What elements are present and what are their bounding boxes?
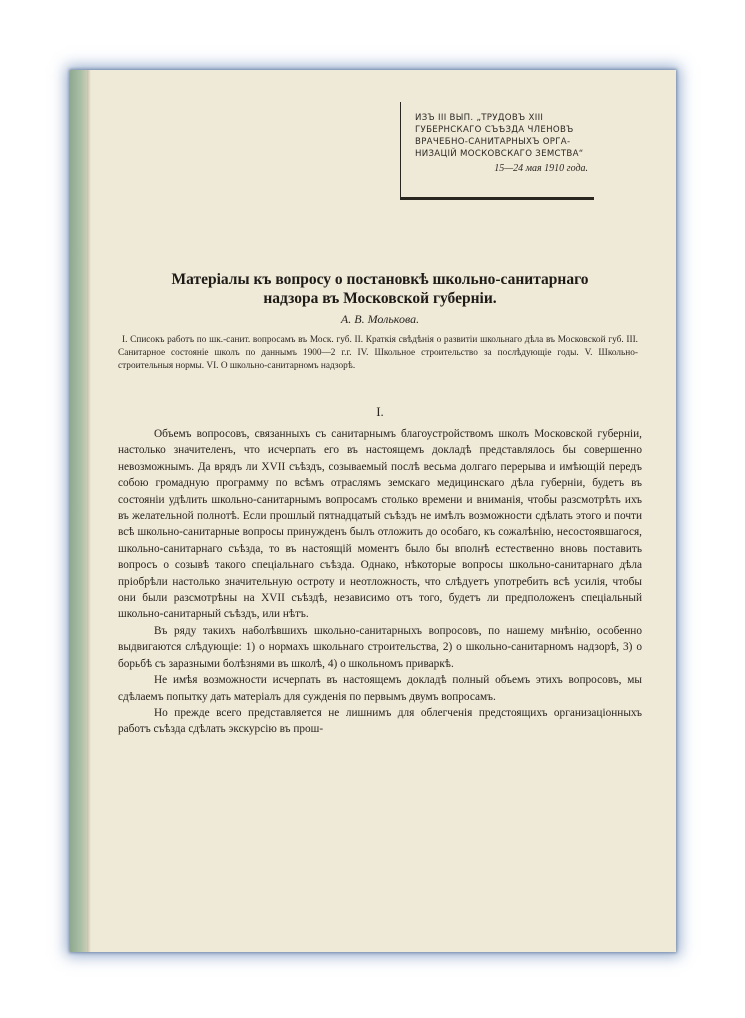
paragraph: Не имѣя возможности исчерпать въ настоящемъ докладѣ полный объемъ этихъ вопросовъ, мы сдѣлаемъ попытку дать матерiалъ для сужденiя по первымъ двумъ вопросамъ. bbox=[118, 674, 642, 703]
document-page bbox=[70, 70, 676, 952]
section-number: I. bbox=[376, 404, 384, 419]
stamp-date: 15—24 мая 1910 года. bbox=[494, 163, 588, 174]
paragraph: Объемъ вопросовъ, связанныхъ съ санитарнымъ благоустройствомъ школъ Московской губернiи, настолько значителенъ, что исчерпать его въ настоящемъ докладѣ представлялось бы совершенно невозможнымъ. Да врядъ ли XVII съѣздъ, созываемый послѣ весьма долгаго перерыва и имѣющiй передъ собою громадную программу по всѣмъ отраслямъ земскаго медицинскаго дѣла губернiи, будетъ въ состоянiи удѣлить школьно-санитарнымъ вопросамъ столько времени и вниманiя, чтобы разсмотрѣть ихъ въ желательной полнотѣ. Если прошлый пятнадцатый съѣздъ не имѣлъ возможности сдѣлать этого и почти всѣ школьно-санитарные вопросы принужденъ былъ отложить до особаго, къ сожалѣнiю, несостоявшагося, школьно-санитарнаго съѣзда, то въ настоящiй моментъ было бы вполнѣ естественно вновь поставить вопросъ о созывѣ такого спецiальнаго съѣзда. Однако, нѣкоторые вопросы школьно-санитарнаго дѣла прiобрѣли настолько значительную остроту и неотложность, что слѣдуетъ употребить всѣ усилiя, чтобы они были разсмотрѣны на XVII съѣздѣ, независимо отъ того, будетъ ли предположенъ спецiальный школьно-санитарный съѣздъ, или нѣтъ. bbox=[118, 428, 642, 621]
binding-strip bbox=[70, 70, 87, 952]
stamp-line: НИЗАЦIЙ МОСКОВСКАГО ЗЕМСТВА“ bbox=[415, 149, 584, 159]
title-line: Матерiалы къ вопросу о постановкѣ школьно-санитарнаго bbox=[171, 271, 589, 288]
title-line: надзора въ Московской губернiи. bbox=[263, 290, 497, 307]
binding-shadow bbox=[87, 70, 91, 952]
stamp-line: ГУБЕРНСКАГО СЪѢЗДА ЧЛЕНОВЪ bbox=[415, 125, 574, 135]
table-of-contents: I. Списокъ работъ по шк.-санит. вопросамъ въ Моск. губ. II. Краткiя свѣдѣнiя о развитiи школьнаго дѣла въ Московской губ. III. Санитарное состоянiе школъ по даннымъ 1900—2 г.г. IV. Школьное строительство за послѣдующiе годы. V. Школьно-строительныя нормы. VI. О школьно-санитарномъ надзорѣ. bbox=[118, 335, 638, 371]
source-stamp bbox=[400, 102, 594, 200]
stamp-line: ИЗЪ III ВЫП. „ТРУДОВЪ XIII bbox=[415, 113, 544, 123]
paragraph: Но прежде всего представляется не лишнимъ для облегченiя предстоящихъ организацiонныхъ работъ съѣзда сдѣлать экскурсiю въ прош- bbox=[118, 706, 642, 736]
stamp-line: ВРАЧЕБНО-САНИТАРНЫХЪ ОРГА- bbox=[415, 137, 571, 147]
paragraph: Въ ряду такихъ наболѣвшихъ школьно-санитарныхъ вопросовъ, по нашему мнѣнiю, особенно выдвигаются слѣдующiе: 1) о нормахъ школьнаго строительства, 2) о школьно-санитарномъ надзорѣ, 3) о борьбѣ съ заразными болѣзнями въ школѣ, 4) о школьномъ приваркѣ. bbox=[118, 624, 642, 670]
author-name: А. В. Молькова. bbox=[340, 312, 420, 326]
document-title bbox=[110, 270, 650, 308]
body-text bbox=[118, 426, 642, 738]
